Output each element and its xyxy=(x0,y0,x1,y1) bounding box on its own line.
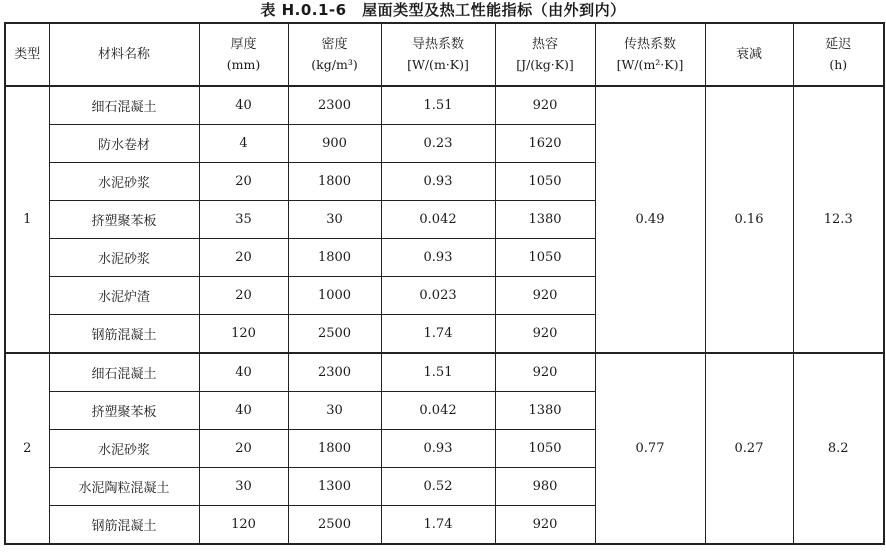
cell-material: 水泥砂浆 xyxy=(49,163,199,201)
cell-type: 1 xyxy=(5,86,49,353)
cell-heat-capacity: 1620 xyxy=(495,125,595,163)
cell-thickness: 40 xyxy=(199,392,288,430)
cell-thickness: 40 xyxy=(199,353,288,392)
cell-material: 挤塑聚苯板 xyxy=(49,392,199,430)
cell-material: 细石混凝土 xyxy=(49,353,199,392)
header-label: 热容 xyxy=(531,36,558,52)
header-label: 材料名称 xyxy=(97,46,150,62)
cell-thickness: 35 xyxy=(199,201,288,239)
cell-conductivity: 1.74 xyxy=(381,315,495,354)
header-type xyxy=(5,23,49,86)
cell-conductivity: 0.93 xyxy=(381,163,495,201)
cell-thickness: 20 xyxy=(199,430,288,468)
cell-heat-capacity: 920 xyxy=(495,86,595,125)
cell-material: 防水卷材 xyxy=(49,125,199,163)
cell-heat-capacity: 920 xyxy=(495,506,595,545)
cell-thickness: 120 xyxy=(199,315,288,354)
cell-material: 水泥砂浆 xyxy=(49,239,199,277)
header-thickness xyxy=(199,23,288,86)
cell-thickness: 40 xyxy=(199,86,288,125)
cell-material: 钢筋混凝土 xyxy=(49,506,199,545)
cell-material: 水泥砂浆 xyxy=(49,430,199,468)
cell-transfer-coefficient: 0.77 xyxy=(595,353,705,544)
table-body xyxy=(5,86,884,544)
cell-heat-capacity: 920 xyxy=(495,277,595,315)
cell-density: 1800 xyxy=(288,163,381,201)
cell-conductivity: 1.51 xyxy=(381,86,495,125)
header-label: 传热系数 xyxy=(623,36,676,52)
cell-thickness: 20 xyxy=(199,239,288,277)
cell-density: 2300 xyxy=(288,86,381,125)
header-unit: [W/(m·K)] xyxy=(407,56,469,72)
cell-thickness: 30 xyxy=(199,468,288,506)
header-material xyxy=(49,23,199,86)
cell-conductivity: 0.23 xyxy=(381,125,495,163)
table-title: 表 H.0.1-6 屋面类型及热工性能指标（由外到内） xyxy=(260,1,626,19)
cell-heat-capacity: 980 xyxy=(495,468,595,506)
cell-thickness: 4 xyxy=(199,125,288,163)
header-unit: (h) xyxy=(829,56,848,72)
table-header xyxy=(5,23,884,86)
cell-thickness: 20 xyxy=(199,277,288,315)
cell-conductivity: 0.93 xyxy=(381,239,495,277)
cell-heat-capacity: 1380 xyxy=(495,392,595,430)
header-delay xyxy=(793,23,884,86)
cell-heat-capacity: 920 xyxy=(495,353,595,392)
header-heat-capacity xyxy=(495,23,595,86)
cell-material: 挤塑聚苯板 xyxy=(49,201,199,239)
roof-thermal-table xyxy=(4,22,885,545)
cell-conductivity: 0.042 xyxy=(381,392,495,430)
cell-density: 1800 xyxy=(288,430,381,468)
cell-thickness: 20 xyxy=(199,163,288,201)
header-label: 厚度 xyxy=(230,36,257,52)
cell-heat-capacity: 1050 xyxy=(495,430,595,468)
cell-material: 钢筋混凝土 xyxy=(49,315,199,354)
cell-density: 2500 xyxy=(288,315,381,354)
cell-material: 水泥陶粒混凝土 xyxy=(49,468,199,506)
cell-density: 2500 xyxy=(288,506,381,545)
header-attenuation xyxy=(705,23,793,86)
cell-conductivity: 0.042 xyxy=(381,201,495,239)
header-unit: [W/(m²·K)] xyxy=(616,56,684,72)
cell-thickness: 120 xyxy=(199,506,288,545)
cell-conductivity: 1.74 xyxy=(381,506,495,545)
cell-material: 细石混凝土 xyxy=(49,86,199,125)
header-label: 类型 xyxy=(14,46,41,62)
cell-density: 900 xyxy=(288,125,381,163)
cell-heat-capacity: 920 xyxy=(495,315,595,354)
cell-attenuation: 0.27 xyxy=(705,353,793,544)
cell-density: 1000 xyxy=(288,277,381,315)
cell-conductivity: 0.52 xyxy=(381,468,495,506)
header-row xyxy=(5,23,884,86)
cell-attenuation: 0.16 xyxy=(705,86,793,353)
cell-transfer-coefficient: 0.49 xyxy=(595,86,705,353)
table-row xyxy=(5,353,884,392)
header-unit: (mm) xyxy=(226,56,261,72)
cell-conductivity: 0.93 xyxy=(381,430,495,468)
cell-conductivity: 1.51 xyxy=(381,353,495,392)
cell-heat-capacity: 1380 xyxy=(495,201,595,239)
cell-delay: 12.3 xyxy=(793,86,884,353)
header-label: 密度 xyxy=(321,36,348,52)
cell-density: 1800 xyxy=(288,239,381,277)
cell-density: 30 xyxy=(288,201,381,239)
cell-density: 1300 xyxy=(288,468,381,506)
header-unit: (kg/m³) xyxy=(311,56,358,72)
cell-heat-capacity: 1050 xyxy=(495,163,595,201)
cell-density: 2300 xyxy=(288,353,381,392)
header-conductivity xyxy=(381,23,495,86)
header-unit: [J/(kg·K)] xyxy=(516,56,574,72)
cell-delay: 8.2 xyxy=(793,353,884,544)
cell-heat-capacity: 1050 xyxy=(495,239,595,277)
cell-density: 30 xyxy=(288,392,381,430)
header-label: 延迟 xyxy=(825,36,852,52)
cell-type: 2 xyxy=(5,353,49,544)
table-row xyxy=(5,86,884,125)
header-transfer-coefficient xyxy=(595,23,705,86)
cell-material: 水泥炉渣 xyxy=(49,277,199,315)
header-label: 导热系数 xyxy=(411,36,464,52)
header-label: 衰减 xyxy=(735,46,762,62)
cell-conductivity: 0.023 xyxy=(381,277,495,315)
header-density xyxy=(288,23,381,86)
